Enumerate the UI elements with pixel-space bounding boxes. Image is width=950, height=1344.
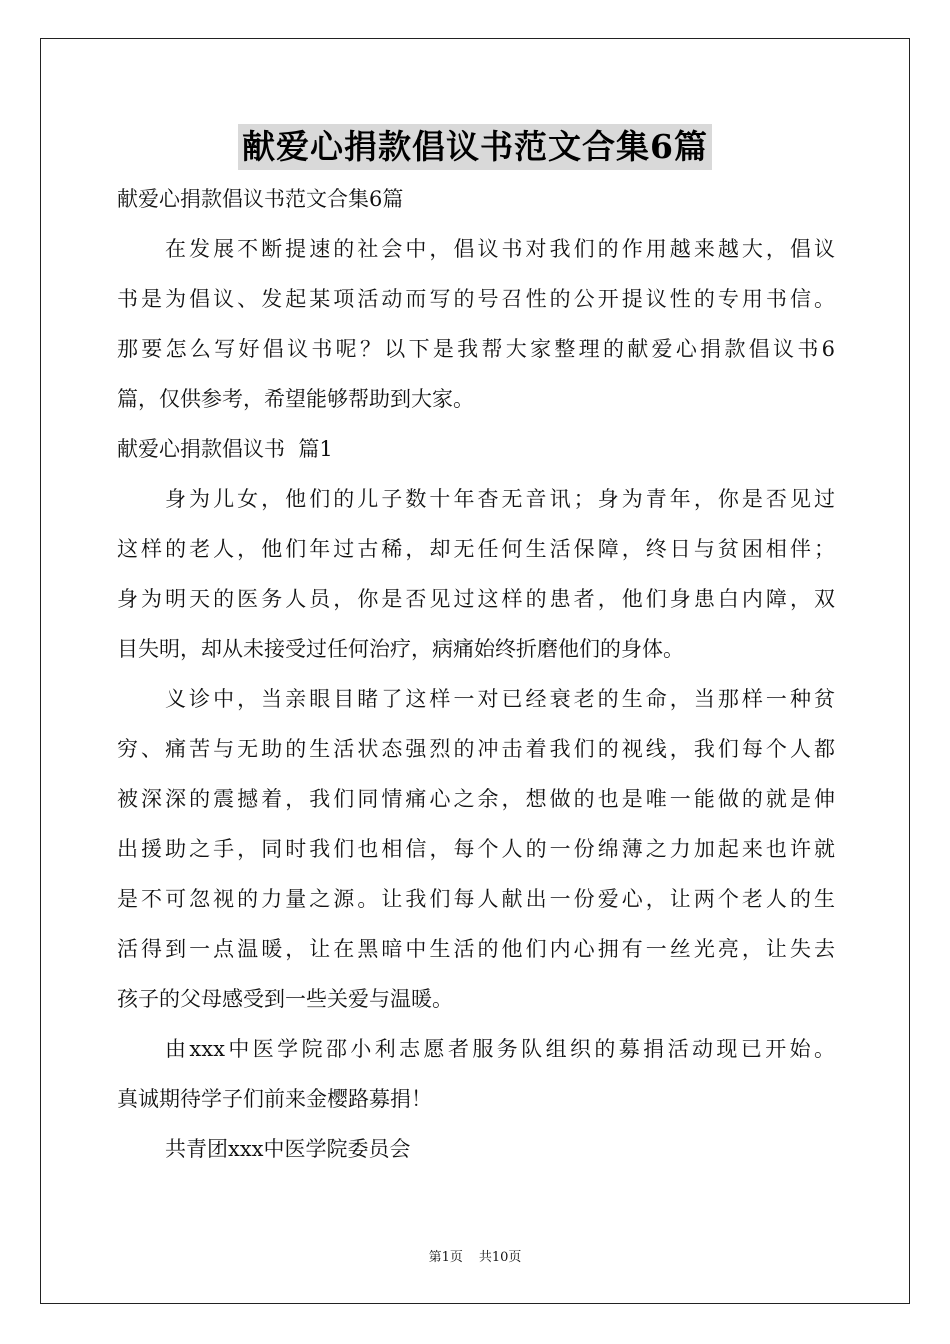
paragraph-1-line-1: 身为儿女，他们的儿子数十年杳无音讯；身为青年，你是否见过 xyxy=(165,487,835,511)
page-total: 共10页 xyxy=(478,1250,522,1265)
subtitle-line: 献爱心捐款倡议书范文合集6篇 xyxy=(117,187,404,211)
paragraph-1-line-3: 身为明天的医务人员，你是否见过这样的患者，他们身患白内障，双 xyxy=(117,587,835,611)
intro-line-3: 那要怎么写好倡议书呢？以下是我帮大家整理的献爱心捐款倡议书6 xyxy=(117,337,835,361)
signature-line: 共青团xxx中医学院委员会 xyxy=(165,1137,411,1161)
page-footer xyxy=(0,1246,950,1265)
document-title: 献爱心捐款倡议书范文合集6篇 xyxy=(238,124,712,170)
paragraph-2-line-3: 被深深的震撼着，我们同情痛心之余，想做的也是唯一能做的就是伸 xyxy=(117,787,835,811)
paragraph-2-line-4: 出援助之手，同时我们也相信，每个人的一份绵薄之力加起来也许就 xyxy=(117,837,835,861)
paragraph-1-line-4: 目失明，却从未接受过任何治疗，病痛始终折磨他们的身体。 xyxy=(117,637,684,661)
paragraph-2-line-2: 穷、痛苦与无助的生活状态强烈的冲击着我们的视线，我们每个人都 xyxy=(117,737,835,761)
intro-line-1: 在发展不断提速的社会中，倡议书对我们的作用越来越大，倡议 xyxy=(165,237,835,261)
paragraph-3-line-1: 由xxx中医学院邵小利志愿者服务队组织的募捐活动现已开始。 xyxy=(165,1037,835,1061)
paragraph-2-line-6: 活得到一点温暖，让在黑暗中生活的他们内心拥有一丝光亮，让失去 xyxy=(117,937,835,961)
title-area xyxy=(0,124,950,170)
intro-line-2: 书是为倡议、发起某项活动而写的号召性的公开提议性的专用书信。 xyxy=(117,287,835,311)
paragraph-2-line-7: 孩子的父母感受到一些关爱与温暖。 xyxy=(117,987,453,1011)
section-heading: 献爱心捐款倡议书 篇1 xyxy=(117,437,333,461)
page-number: 第1页 xyxy=(428,1250,463,1265)
paragraph-2-line-1: 义诊中，当亲眼目睹了这样一对已经衰老的生命，当那样一种贫 xyxy=(165,687,835,711)
paragraph-3-line-2: 真诚期待学子们前来金樱路募捐！ xyxy=(117,1087,432,1111)
paragraph-2-line-5: 是不可忽视的力量之源。让我们每人献出一份爱心，让两个老人的生 xyxy=(117,887,835,911)
intro-line-4: 篇，仅供参考，希望能够帮助到大家。 xyxy=(117,387,474,411)
paragraph-1-line-2: 这样的老人，他们年过古稀，却无任何生活保障，终日与贫困相伴； xyxy=(117,537,835,561)
document-body xyxy=(117,180,835,1180)
